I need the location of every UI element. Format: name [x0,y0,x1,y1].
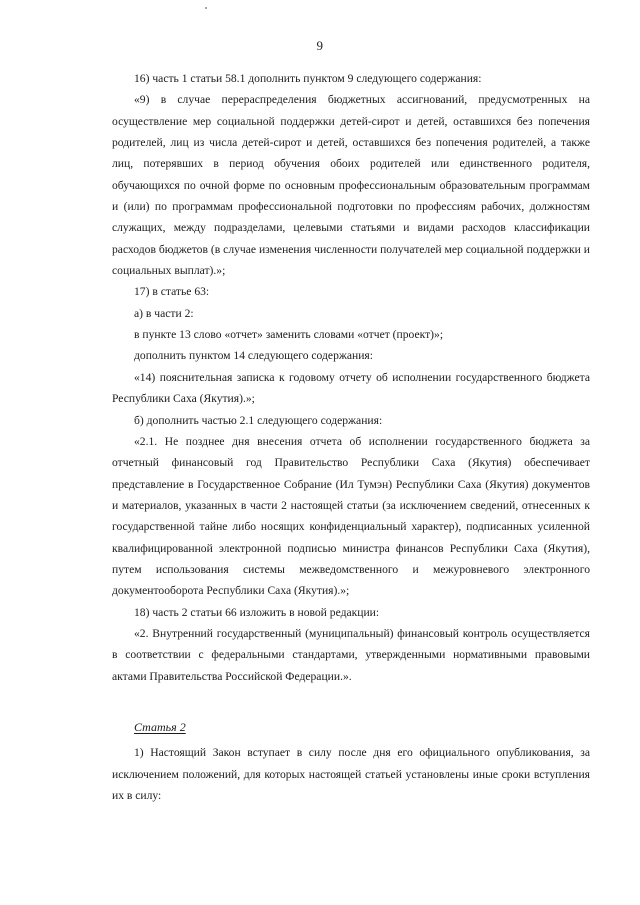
paragraph-16-item-9: «9) в случае перераспределения бюджетных ассигнований, предусмотренных на осуществление мер социальной поддержки детей-сирот и детей, оставшихся без попечения родителей, лиц из числа детей-сирот и детей, оставшихся без попечения родителей, а также лиц, потерявших в период обучения обоих родителей или единственного родителя, обучающихся по очной форме по основным профессиональным образовательным программам и (или) по программам профессиональной подготовки по профессиям рабочих, должностям служащих, между подразделами, целевыми статьями и видами расходов классификации расходов бюджетов (в случае изменения численности получателей мер социальной поддержки и социальных выплат).»; [112,93,590,278]
paragraph-17: 17) в статье 63: [134,285,210,299]
paragraph-18: 18) часть 2 статьи 66 изложить в новой редакции: [134,605,380,619]
paragraph-18-part-2: «2. Внутренний государственный (муниципальный) финансовый контроль осуществляется в соответствии с федеральными стандартами, утвержденными нормативными правовыми актами Правительства Российской Федерации.». [112,626,590,683]
page-number: 9 [316,38,324,53]
scan-speck [205,7,207,9]
paragraph-17-a-item-13: в пункте 13 слово «отчет» заменить словами «отчет (проект)»; [134,328,444,342]
paragraph-16: 16) часть 1 статьи 58.1 дополнить пунктом 9 следующего содержания: [134,72,482,85]
paragraph-17-a-item-14: «14) пояснительная записка к годовому отчету об исполнении государственного бюджета Республики Саха (Якутия).»; [112,370,590,406]
document-body [112,68,590,687]
paragraph-17-a: а) в части 2: [134,306,194,320]
paragraph-17-b: б) дополнить частью 2.1 следующего содержания: [134,413,383,427]
article-paragraph-1: 1) Настоящий Закон вступает в силу после дня его официального опубликования, за исключением положений, для которых настоящей статьей установлены иные сроки вступления их в силу: [112,746,590,802]
paragraph-17-a-add-14: дополнить пунктом 14 следующего содержания: [134,349,373,363]
paragraph-17-b-part-2-1: «2.1. Не позднее дня внесения отчета об исполнении государственного бюджета за отчетный финансовый год Правительство Республики Саха (Якутия) обеспечивает представление в Государственное Собрание (Ил Тумэн) Республики Саха (Якутия) документов и материалов, указанных в части 2 настоящей статьи (за исключением сведений, отнесенных к государственной тайне либо носящих конфиденциальный характер), подписанных усиленной квалифицированной электронной подписью министра финансов Республики Саха (Якутия), путем использования системы межведомственного и межуровневого электронного документооборота Республики Саха (Якутия).»; [112,434,590,598]
article-body [112,742,590,807]
article-heading: Статья 2 [134,720,186,734]
